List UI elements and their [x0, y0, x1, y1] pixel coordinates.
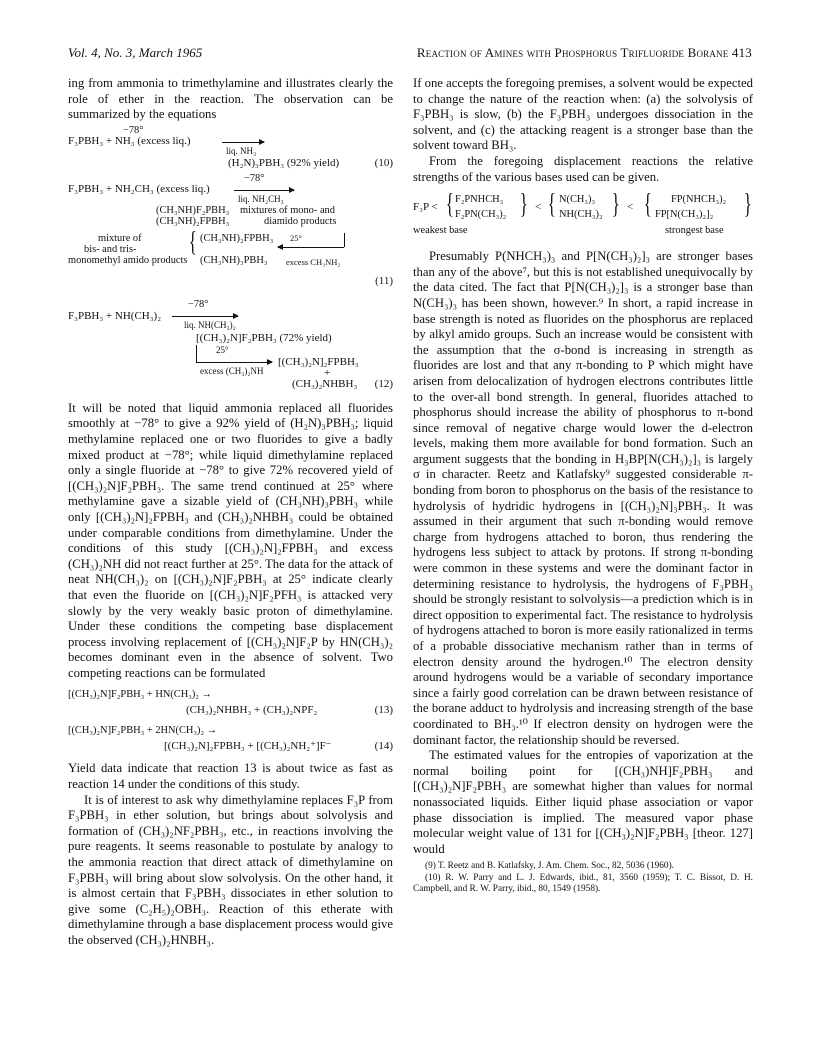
eq-temp: 25° — [290, 232, 302, 243]
curly-brace: { — [643, 189, 652, 221]
curly-brace: { — [188, 226, 197, 258]
reaction-arrow — [222, 142, 264, 143]
order-item: N(CH₃)₃ — [559, 194, 596, 206]
strongest-label: strongest base — [665, 225, 724, 237]
eq-condition: liq. NH₂CH₃ — [238, 193, 284, 204]
order-item: FP[N(CH₃)₂]₂ — [655, 209, 714, 221]
eq-temp: −78° — [188, 298, 209, 310]
eq-reactants: F₃PBH₃ + NH₃ (excess liq.) — [68, 134, 191, 147]
article-running-title: Reaction of Amines with Phosphorus Trifluoride Borane 413 — [416, 45, 752, 60]
weakest-label: weakest base — [413, 225, 468, 237]
eq-number: (12) — [374, 377, 393, 390]
eq-temp: 25° — [216, 344, 229, 355]
eq-number: (13) — [374, 704, 393, 717]
paragraph: It will be noted that liquid ammonia replaced all fluorides smoothly at −78° to give a 92% yield of (H₂N)₃PBH₃; liquid methylamine replaced one or two fluorides to give a badly mixed product at −78°; while liquid dimethylamine replaced only a single fluoride at −78° to give 72% recovered yield of [(CH₃)₂N]F₂PBH₃. The same trend continued at 25° where methylamine gave a sizable yield of (CH₃NH)₃PBH₃ while only [(CH₃)₂N]₂FPBH₃ and (CH₃)₂NHBH₃ could be obtained under comparable conditions from dimethylamine. Under the conditions of this study [(CH₃)₂N]₂FPBH₃ and excess (CH₃)₂NH did not react further at 25°. The data for the attack of neat NH(CH₃)₂ on [(CH₃)₂N]F₂PBH₃ at 25° indicate clearly that even the fluoride on [(CH₃)₂N]F₂PFH₃ is attacked very slowly by the very weakly basic proton of dimethylamine. Under these conditions the competing base displacement process involving replacement of [(CH₃)₂N]F₂P by HN(CH₃)₂ becomes dominant even in the absence of solvent. Two competing reactions can be formulated — [68, 400, 393, 680]
paragraph: Yield data indicate that reaction 13 is about twice as fast as reaction 14 under the conditions of this study. — [68, 761, 393, 792]
eq-plus: + — [324, 366, 331, 379]
eq-number: (14) — [374, 740, 393, 753]
paragraph: If one accepts the foregoing premises, a solvent would be expected to change the nature of the reaction when: (a) the solvolysis of F₃PBH₃ is slow, (b) the F₃PBH₃ undergoes dissociation in the solvent, and (c) the attacking reagent is a stronger base than the solvent toward BH₃. — [413, 76, 753, 153]
reaction-arrow — [278, 247, 344, 248]
curly-brace: { — [445, 189, 454, 221]
footnote: (9) T. Reetz and B. Katlafsky, J. Am. Chem. Soc., 82, 5036 (1960). — [425, 861, 674, 872]
order-lt: < — [535, 201, 542, 214]
running-header — [68, 45, 752, 63]
reaction-arrow — [234, 190, 294, 191]
eq-condition: liq. NH(CH₃)₂ — [184, 319, 236, 330]
eq-temp: −78° — [123, 124, 144, 136]
equation-10 — [68, 123, 393, 171]
paragraph: ing from ammonia to trimethylamine and illustrates clearly the role of ether in the reaction. The observation can be summarized by the equations — [68, 76, 393, 122]
reaction-line — [196, 345, 197, 363]
eq-condition: excess (CH₃)₂NH — [200, 365, 264, 376]
eq-reactants: F₃PBH₃ + NH(CH₃)₂ — [68, 309, 162, 322]
order-item: NH(CH₃)₂ — [559, 209, 603, 221]
eq-line: [(CH₃)₂N]F₂PBH₃ + 2HN(CH₃)₂ → — [68, 725, 218, 737]
eq-temp: −78° — [244, 172, 265, 184]
reaction-arrow — [196, 362, 272, 363]
paragraph: From the foregoing displacement reactions the relative strengths of the various bases used can be given. — [413, 153, 753, 184]
paragraph: The estimated values for the entropies of vaporization at the normal boiling point for [(CH₃)NH]F₂PBH₃ and [(CH₃)₂N]F₂PBH₃ are somewhat higher than values for normal nonassociated liquids. Either liquid phase association or vapor phase dissociation is implied. The measured vapor phase molecular weight value of 131 for [(CH₃)₂N]F₂PBH₃ [theor. 127] would — [413, 748, 753, 856]
footnotes — [413, 861, 753, 896]
eq-product: (CH₃NH)₂FPBH₃ — [156, 215, 230, 227]
reaction-arrow — [172, 316, 238, 317]
eq-product: [(CH₃)₂N]F₂PBH₃ (72% yield) — [196, 331, 332, 344]
curly-brace: } — [743, 189, 752, 221]
left-column — [68, 76, 393, 949]
paragraph: It is of interest to ask why dimethylamine replaces F₃P from F₃PBH₃ in ether solution, but brings about solvolysis and formation of (CH₃)₂NF₂PBH₃, etc., in reactions involving the pure reagents. It seems reasonable to postulate by analogy to the ammonia reaction that direct attack of dimethylamine on F₃PBH₃ will bring about slow solvolysis. On the other hand, it is almost certain that F₃PBH₃ dissociates in ether solution to give some (C₂H₅)₂OBH₃. Reaction of this etherate with dimethylamine through a base displacement process would give the observed (CH₃)₂HNBH₃. — [68, 792, 393, 947]
order-item: F₂PNHCH₃ — [455, 194, 504, 206]
curly-brace: } — [519, 189, 528, 221]
eq-note: diamido products — [264, 215, 337, 227]
eq-product: (CH₃NH)₂FPBH₃ — [200, 232, 274, 244]
eq-condition: excess CH₃NH₂ — [286, 256, 341, 267]
eq-note: bis- and tris- — [84, 243, 137, 255]
journal-volume: Vol. 4, No. 3, March 1965 — [68, 45, 203, 60]
right-column — [413, 76, 753, 896]
curly-brace: } — [611, 189, 620, 221]
footnote: (10) R. W. Parry and L. J. Edwards, ibid., 81, 3560 (1959); T. C. Bissot, D. H. Campbell, and R. W. Parry, ibid., 80, 1549 (1958). — [413, 872, 753, 895]
paragraph: Presumably P(NHCH₃)₃ and P[N(CH₃)₂]₃ are stronger bases than any of the above⁷, but this is not established unequivocally by the data cited. The fact that P[N(CH₃)₂]₃ is a stronger base than N(CH₃)₃ has been shown, however.⁹ In short, a rapid increase in base strength is noted as fluorides on the phosphorus are replaced by alkyl amido groups. Such an increase would be consistent with the assumption that the σ-bond is increasing in strength as fluorides are lost and that any π-bonding to P which might have arisen from delocalization of hydrogen electrons contributes little to the over-all bond strength. In general, fluorides attached to phosphorus should increase the ability of phosphorus to π-bond since removal of negative charge would lower the d-electron levels, making them more available for bond formation. Such an argument suggests that the bonding in H₃BP[N(CH₃)₂]₃ is largely σ in character. Reetz and Katlafsky⁹ suggested considerable π-bonding from boron to phosphorus on the basis of the resistance to hydrolysis of hydridic hydrogens in [(CH₃)₂N]₃PBH₃. It was assumed in their argument that such π-bonding would remove charge from hydrogens attached to boron, thus rendering the hydrogens less subject to attack by protons. If strong π-bonding were common in these systems and were the dominant factor in determining resistance to hydrolysis, the hydrogens of F₃PBH₃ should be strongly resistant to solvolysis—a prediction which is in direct opposition to experimental fact. The resistance to hydrolysis of hydrogens attached to boron is more easily rationalized in terms of a probable dissociative mechanism rather than in terms of electron density around the hydrogen.¹⁰ The electron density around hydrogens would be a variable of secondary importance since a fairly good correlation can be drawn between resistance of the borane adduct to hydrolysis and increasing strength of the base coordinated to BH₃.¹⁰ If electron density on hydrogen were the dominant factor, the relationship should be reversed. — [413, 249, 753, 747]
eq-product: (CH₃NH)F₂PBH₃ — [156, 204, 230, 216]
eq-product: (CH₃NH)₃PBH₃ — [200, 254, 268, 266]
eq-note: monomethyl amido products — [68, 254, 188, 266]
equation-13 — [68, 687, 393, 719]
curly-brace: { — [547, 189, 556, 221]
order-lt: < — [627, 201, 634, 214]
eq-product: [(CH₃)₂N]₂FPBH₃ — [278, 355, 359, 368]
eq-line: (CH₃)₂NHBH₃ + (CH₃)₂NPF₂ — [186, 704, 318, 717]
eq-product: (H₂N)₃PBH₃ (92% yield) — [228, 156, 340, 169]
eq-product: (CH₃)₂NHBH₃ — [292, 377, 358, 390]
eq-line: [(CH₃)₂N]F₂PBH₃ + HN(CH₃)₂ → — [68, 689, 212, 701]
equation-11 — [68, 171, 393, 295]
eq-note: mixture of — [98, 232, 142, 244]
order-item: F₂PN(CH₃)₂ — [455, 209, 507, 221]
equation-12 — [68, 299, 393, 395]
eq-condition: liq. NH₃ — [226, 145, 257, 156]
equation-14 — [68, 723, 393, 755]
eq-reactants: F₃PBH₃ + NH₂CH₃ (excess liq.) — [68, 182, 210, 195]
eq-number: (10) — [374, 156, 393, 169]
reaction-line — [344, 233, 345, 247]
eq-line: [(CH₃)₂N]₂FPBH₃ + [(CH₃)₂NH₂⁺]F⁻ — [164, 740, 332, 753]
order-item: F₃P < — [413, 201, 438, 214]
eq-number: (11) — [375, 274, 393, 287]
base-strength-order — [413, 191, 753, 243]
eq-note: mixtures of mono- and — [240, 204, 335, 216]
order-item: FP(NHCH₃)₂ — [671, 194, 727, 206]
